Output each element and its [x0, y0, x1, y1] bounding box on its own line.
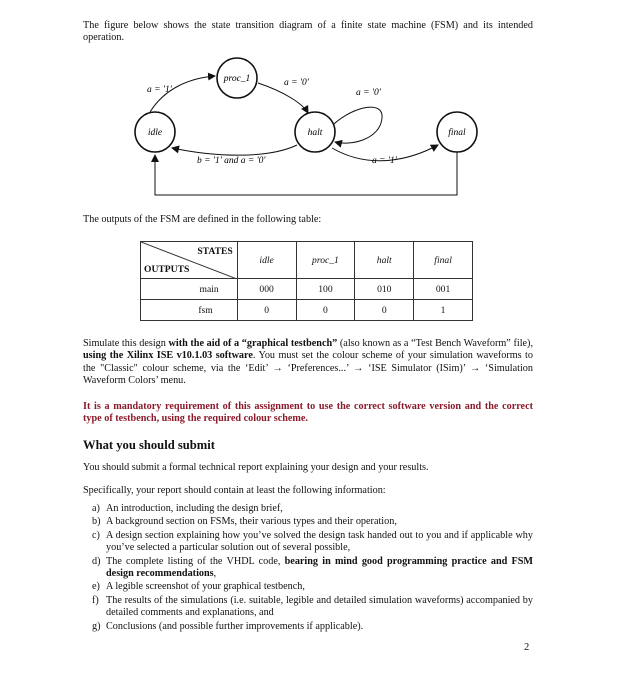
list-item	[92, 503, 533, 515]
label-proc-halt: a = '0'	[284, 78, 309, 88]
state-proc-label: proc_1	[223, 74, 251, 84]
label-halt-self: a = '0'	[356, 88, 381, 98]
simulate-paragraph	[83, 338, 533, 388]
corner-outputs: OUTPUTS	[144, 264, 190, 275]
item-text: A background section on FSMs, their various types and their operation,	[106, 516, 397, 528]
item-label: e)	[92, 581, 100, 593]
item-label: f)	[92, 594, 99, 606]
label-idle-proc: a = '1'	[147, 85, 172, 95]
list-item	[92, 621, 533, 633]
state-final-label: final	[448, 128, 466, 138]
state-halt-label: halt	[307, 128, 323, 138]
cell: 0	[237, 300, 296, 321]
item-bold-text: bearing in mind good programming practice and FSM design recommendations	[106, 555, 534, 580]
simulate-text-2: (also known as a “Test Bench Waveform” file),	[337, 338, 533, 349]
cell: 1	[414, 300, 473, 321]
item-label: a)	[92, 503, 100, 514]
label-halt-final: a = '1'	[372, 156, 397, 166]
col-proc: proc_1	[296, 242, 355, 279]
item-text: An introduction, including the design brief,	[106, 503, 283, 514]
outputs-table	[140, 241, 473, 321]
transition-halt-idle	[172, 145, 297, 155]
table-caption: The outputs of the FSM are defined in the following table:	[83, 214, 322, 225]
row-main-label: main	[141, 279, 238, 300]
col-idle: idle	[237, 242, 296, 279]
state-diagram	[0, 55, 621, 210]
cell: 010	[355, 279, 414, 300]
simulate-text-1: Simulate this design	[83, 338, 169, 349]
list-item	[92, 556, 533, 581]
item-text: A design section explaining how you’ve solved the design task handed out to you and if applicable why you’ve selected a particular solution out of several possible,	[106, 529, 533, 554]
page-number: 2	[524, 642, 530, 653]
item-text-end: ,	[213, 568, 217, 580]
cell: 001	[414, 279, 473, 300]
intro-paragraph: The figure below shows the state transition diagram of a finite state machine (FSM) and its intended operation.	[83, 20, 533, 44]
item-label: c)	[92, 529, 100, 541]
cell: 0	[296, 300, 355, 321]
item-label: g)	[92, 620, 101, 632]
table-header-row	[141, 242, 473, 279]
list-item	[92, 595, 533, 620]
simulate-bold-2: using the Xilinx ISE v10.1.03 software	[83, 350, 253, 362]
col-final: final	[414, 242, 473, 279]
corner-states: STATES	[197, 246, 233, 257]
table-corner-cell	[141, 242, 238, 279]
cell: 000	[237, 279, 296, 300]
cell: 100	[296, 279, 355, 300]
item-text: The results of the simulations (i.e. suitable, legible and detailed simulation waveforms) accompanied by detailed comments and explanations, and	[106, 594, 533, 619]
item-label: b)	[92, 516, 101, 528]
item-text: The complete listing of the VHDL code,	[106, 555, 285, 567]
specifically-text: Specifically, your report should contain at least the following information:	[83, 485, 386, 496]
simulate-text-3: . You must set the colour scheme of your simulation waveforms to the "Classic" colour scheme, via the ‘Edit’ → ‘Preferences...’ → ‘ISE Simulator (ISim)’ → ‘Simulation Waveform Colors’ menu.	[83, 350, 533, 387]
item-label: d)	[92, 555, 101, 567]
table-row	[141, 300, 473, 321]
list-item	[92, 581, 533, 593]
item-text: Conclusions (and possible further improvements if applicable).	[106, 620, 364, 632]
row-fsm-label: fsm	[141, 300, 238, 321]
cell: 0	[355, 300, 414, 321]
mandatory-notice: It is a mandatory requirement of this assignment to use the correct software version and the correct type of testbench, using the required colour scheme.	[83, 401, 533, 425]
simulate-bold-1: with the aid of a “graphical testbench”	[168, 338, 338, 349]
table-row	[141, 279, 473, 300]
transition-halt-self	[330, 107, 382, 143]
col-halt: halt	[355, 242, 414, 279]
list-item	[92, 516, 533, 528]
submit-text: You should submit a formal technical report explaining your design and your results.	[83, 462, 429, 473]
requirements-list	[92, 503, 533, 634]
item-text: A legible screenshot of your graphical testbench,	[106, 581, 305, 593]
label-to-idle: b = '1' and a = '0'	[197, 156, 266, 166]
submit-heading: What you should submit	[83, 438, 215, 452]
state-idle-label: idle	[147, 128, 163, 138]
list-item	[92, 530, 533, 555]
